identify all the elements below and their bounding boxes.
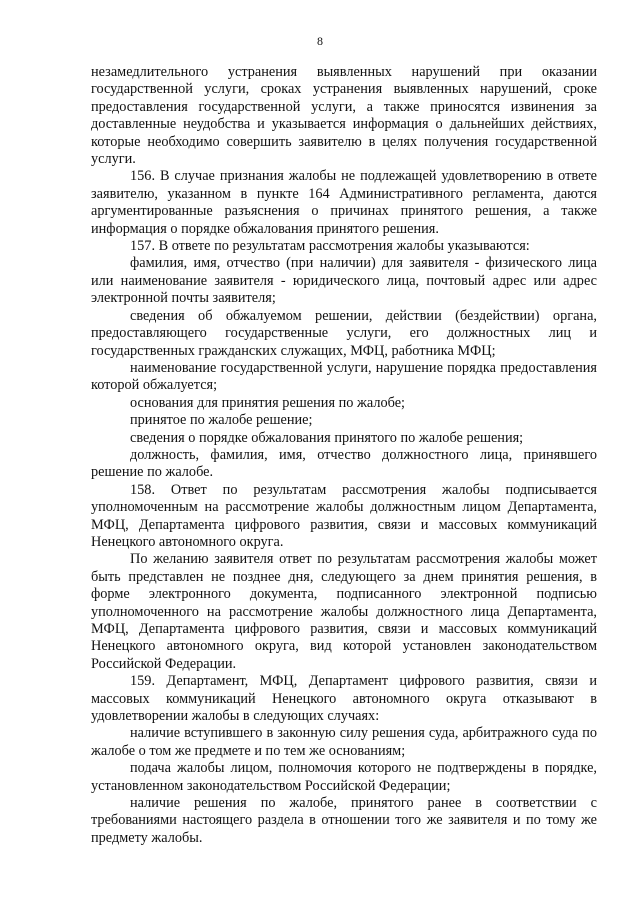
paragraph-159-item-court-decision: наличие вступившего в законную силу решения суда, арбитражного суда по жалобе о том же предмете и по тем же основаниям; [91, 725, 597, 759]
paragraph-158-electronic-response: По желанию заявителя ответ по результатам рассмотрения жалобы может быть представлен не позднее дня, следующего за днем принятия решения, в форме электронного документа, подписанного электронной подписью уполномоченного на рассмотрение жалобы должностного лица Департамента, МФЦ, Департамента цифрового развития, связи и массовых коммуникаций Ненецкого автономного округа, вид которой установлен законодательством Российской Федерации. [91, 551, 597, 672]
paragraph-157-item-applicant: фамилия, имя, отчество (при наличии) для заявителя - физического лица или наименование заявителя - юридического лица, почтовый адрес или адрес электронной почты заявителя; [91, 255, 597, 307]
paragraph-157-item-appeal-procedure: сведения о порядке обжалования принятого по жалобе решения; [130, 429, 524, 446]
paragraph-156: 156. В случае признания жалобы не подлежащей удовлетворению в ответе заявителю, указанном в пункте 164 Административного регламента, даются аргументированные разъяснения о причинах принятого решения, а также информация о порядке обжалования принятого решения. [91, 168, 597, 237]
paragraph-157-item-official: должность, фамилия, имя, отчество должностного лица, принявшего решение по жалобе. [91, 446, 597, 481]
paragraph-157-item-grounds: основания для принятия решения по жалобе; [130, 394, 406, 411]
paragraph-158: 158. Ответ по результатам рассмотрения жалобы подписывается уполномоченным на рассмотрение жалобы должностным лицом Департамента, МФЦ, Департамента цифрового развития, связи и массовых коммуникаций Ненецкого автономного округа. [91, 481, 597, 550]
paragraph-159-item-unauthorized: подача жалобы лицом, полномочия которого не подтверждены в порядке, установленном законодательством Российской Федерации; [91, 760, 597, 794]
paragraph-157-item-decision: принятое по жалобе решение; [130, 412, 313, 429]
paragraph-159-item-prior-decision: наличие решения по жалобе, принятого ранее в соответствии с требованиями настоящего раздела в отношении того же заявителя и по тому же предмету жалобы. [91, 795, 597, 846]
paragraph-continuation: незамедлительного устранения выявленных нарушений при оказании государственной услуги, сроках устранения выявленных нарушений, сроке предоставления государственной услуги, а также приносятся извинения за доставленные неудобства и указывается информация о дальнейших действиях, которые необходимо совершить заявителю в целях получения государственной услуги. [91, 64, 597, 168]
document-body [91, 64, 597, 847]
paragraph-157: 157. В ответе по результатам рассмотрения жалобы указываются: [130, 238, 530, 255]
page-number: 8 [317, 34, 323, 48]
paragraph-157-item-decision-info: сведения об обжалуемом решении, действии (бездействии) органа, предоставляющего государственные услуги, его должностных лиц и государственных гражданских служащих, МФЦ, работника МФЦ; [91, 307, 597, 359]
paragraph-157-item-service-name: наименование государственной услуги, нарушение порядка предоставления которой обжалуется; [91, 359, 597, 394]
paragraph-159: 159. Департамент, МФЦ, Департамент цифрового развития, связи и массовых коммуникаций Ненецкого автономного округа отказывают в удовлетворении жалобы в следующих случаях: [91, 673, 597, 725]
